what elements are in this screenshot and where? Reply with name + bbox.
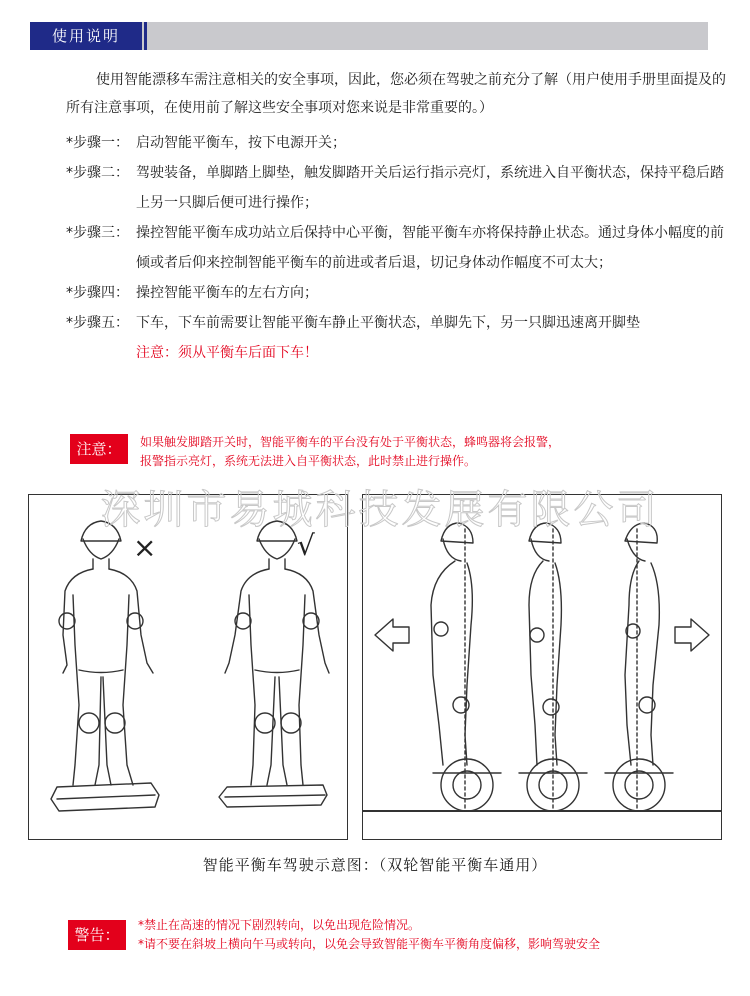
side-view-panel xyxy=(362,494,722,840)
step-label: *步骤一： xyxy=(66,135,129,151)
step-label: *步骤三： xyxy=(66,225,129,241)
correct-mark: √ xyxy=(297,529,315,562)
warning-item: *禁止在高速的情况下剧烈转向，以免出现危险情况。 xyxy=(138,918,421,932)
step-label: *步骤二： xyxy=(66,165,129,181)
intro-paragraph: 使用智能漂移车需注意相关的安全事项，因此，您必须在驾驶之前充分了解（用户使用手册里面提及的所有注意事项，在使用前了解这些安全事项对您来说是非常重要的。） xyxy=(66,72,726,116)
step-text xyxy=(136,308,726,368)
step-text: 操控智能平衡车成功站立后保持中心平衡，智能平衡车亦将保持静止状态。通过身体小幅度的前倾或者后仰来控制智能平衡车的前进或者后退，切记身体动作幅度不可太大； xyxy=(136,225,724,271)
step-text-main: 下车，下车前需要让智能平衡车静止平衡状态，单脚先下，另一只脚迅速离开脚垫 xyxy=(136,315,640,331)
note-text xyxy=(140,433,700,471)
steps-list xyxy=(66,128,726,368)
illustration-caption: 智能平衡车驾驶示意图：（双轮智能平衡车通用） xyxy=(202,856,548,874)
warning-list xyxy=(138,916,728,954)
arrow-right-icon xyxy=(675,619,709,651)
warning-item: *请不要在斜坡上横向午马或转向，以免会导致智能平衡车平衡角度偏移，影响驾驶安全 xyxy=(138,937,601,951)
step-text: 启动智能平衡车，按下电源开关； xyxy=(136,135,346,151)
dismount-warning: 注意：须从平衡车后面下车！ xyxy=(136,345,318,361)
wrong-mark: × xyxy=(133,531,157,564)
step-1 xyxy=(66,128,726,158)
note-badge: 注意： xyxy=(70,434,128,464)
step-label: *步骤五： xyxy=(66,315,129,331)
step-5 xyxy=(66,308,726,368)
rider-right xyxy=(219,521,329,807)
front-view-panel xyxy=(28,494,348,840)
rider-lean-back xyxy=(431,523,501,811)
rider-wrong xyxy=(51,521,159,811)
step-label: *步骤四： xyxy=(66,285,129,301)
step-text: 操控智能平衡车的左右方向； xyxy=(136,285,318,301)
warning-badge: 警告： xyxy=(68,920,126,950)
rider-upright xyxy=(519,523,587,811)
note-line: 报警指示亮灯，系统无法进入自平衡状态，此时禁止进行操作。 xyxy=(140,454,477,468)
section-title: 使用说明 xyxy=(30,22,142,50)
step-4 xyxy=(66,278,726,308)
note-line: 如果触发脚踏开关时，智能平衡车的平台没有处于平衡状态，蜂鸣器将会报警， xyxy=(140,435,561,449)
step-3 xyxy=(66,218,726,278)
rider-lean-forward xyxy=(605,523,673,811)
side-view-illustration xyxy=(363,495,721,839)
arrow-left-icon xyxy=(375,619,409,651)
step-2 xyxy=(66,158,726,218)
step-text: 驾驶装备，单脚踏上脚垫，触发脚踏开关后运行指示亮灯，系统进入自平衡状态，保持平稳后踏上另一只脚后便可进行操作； xyxy=(136,165,724,211)
